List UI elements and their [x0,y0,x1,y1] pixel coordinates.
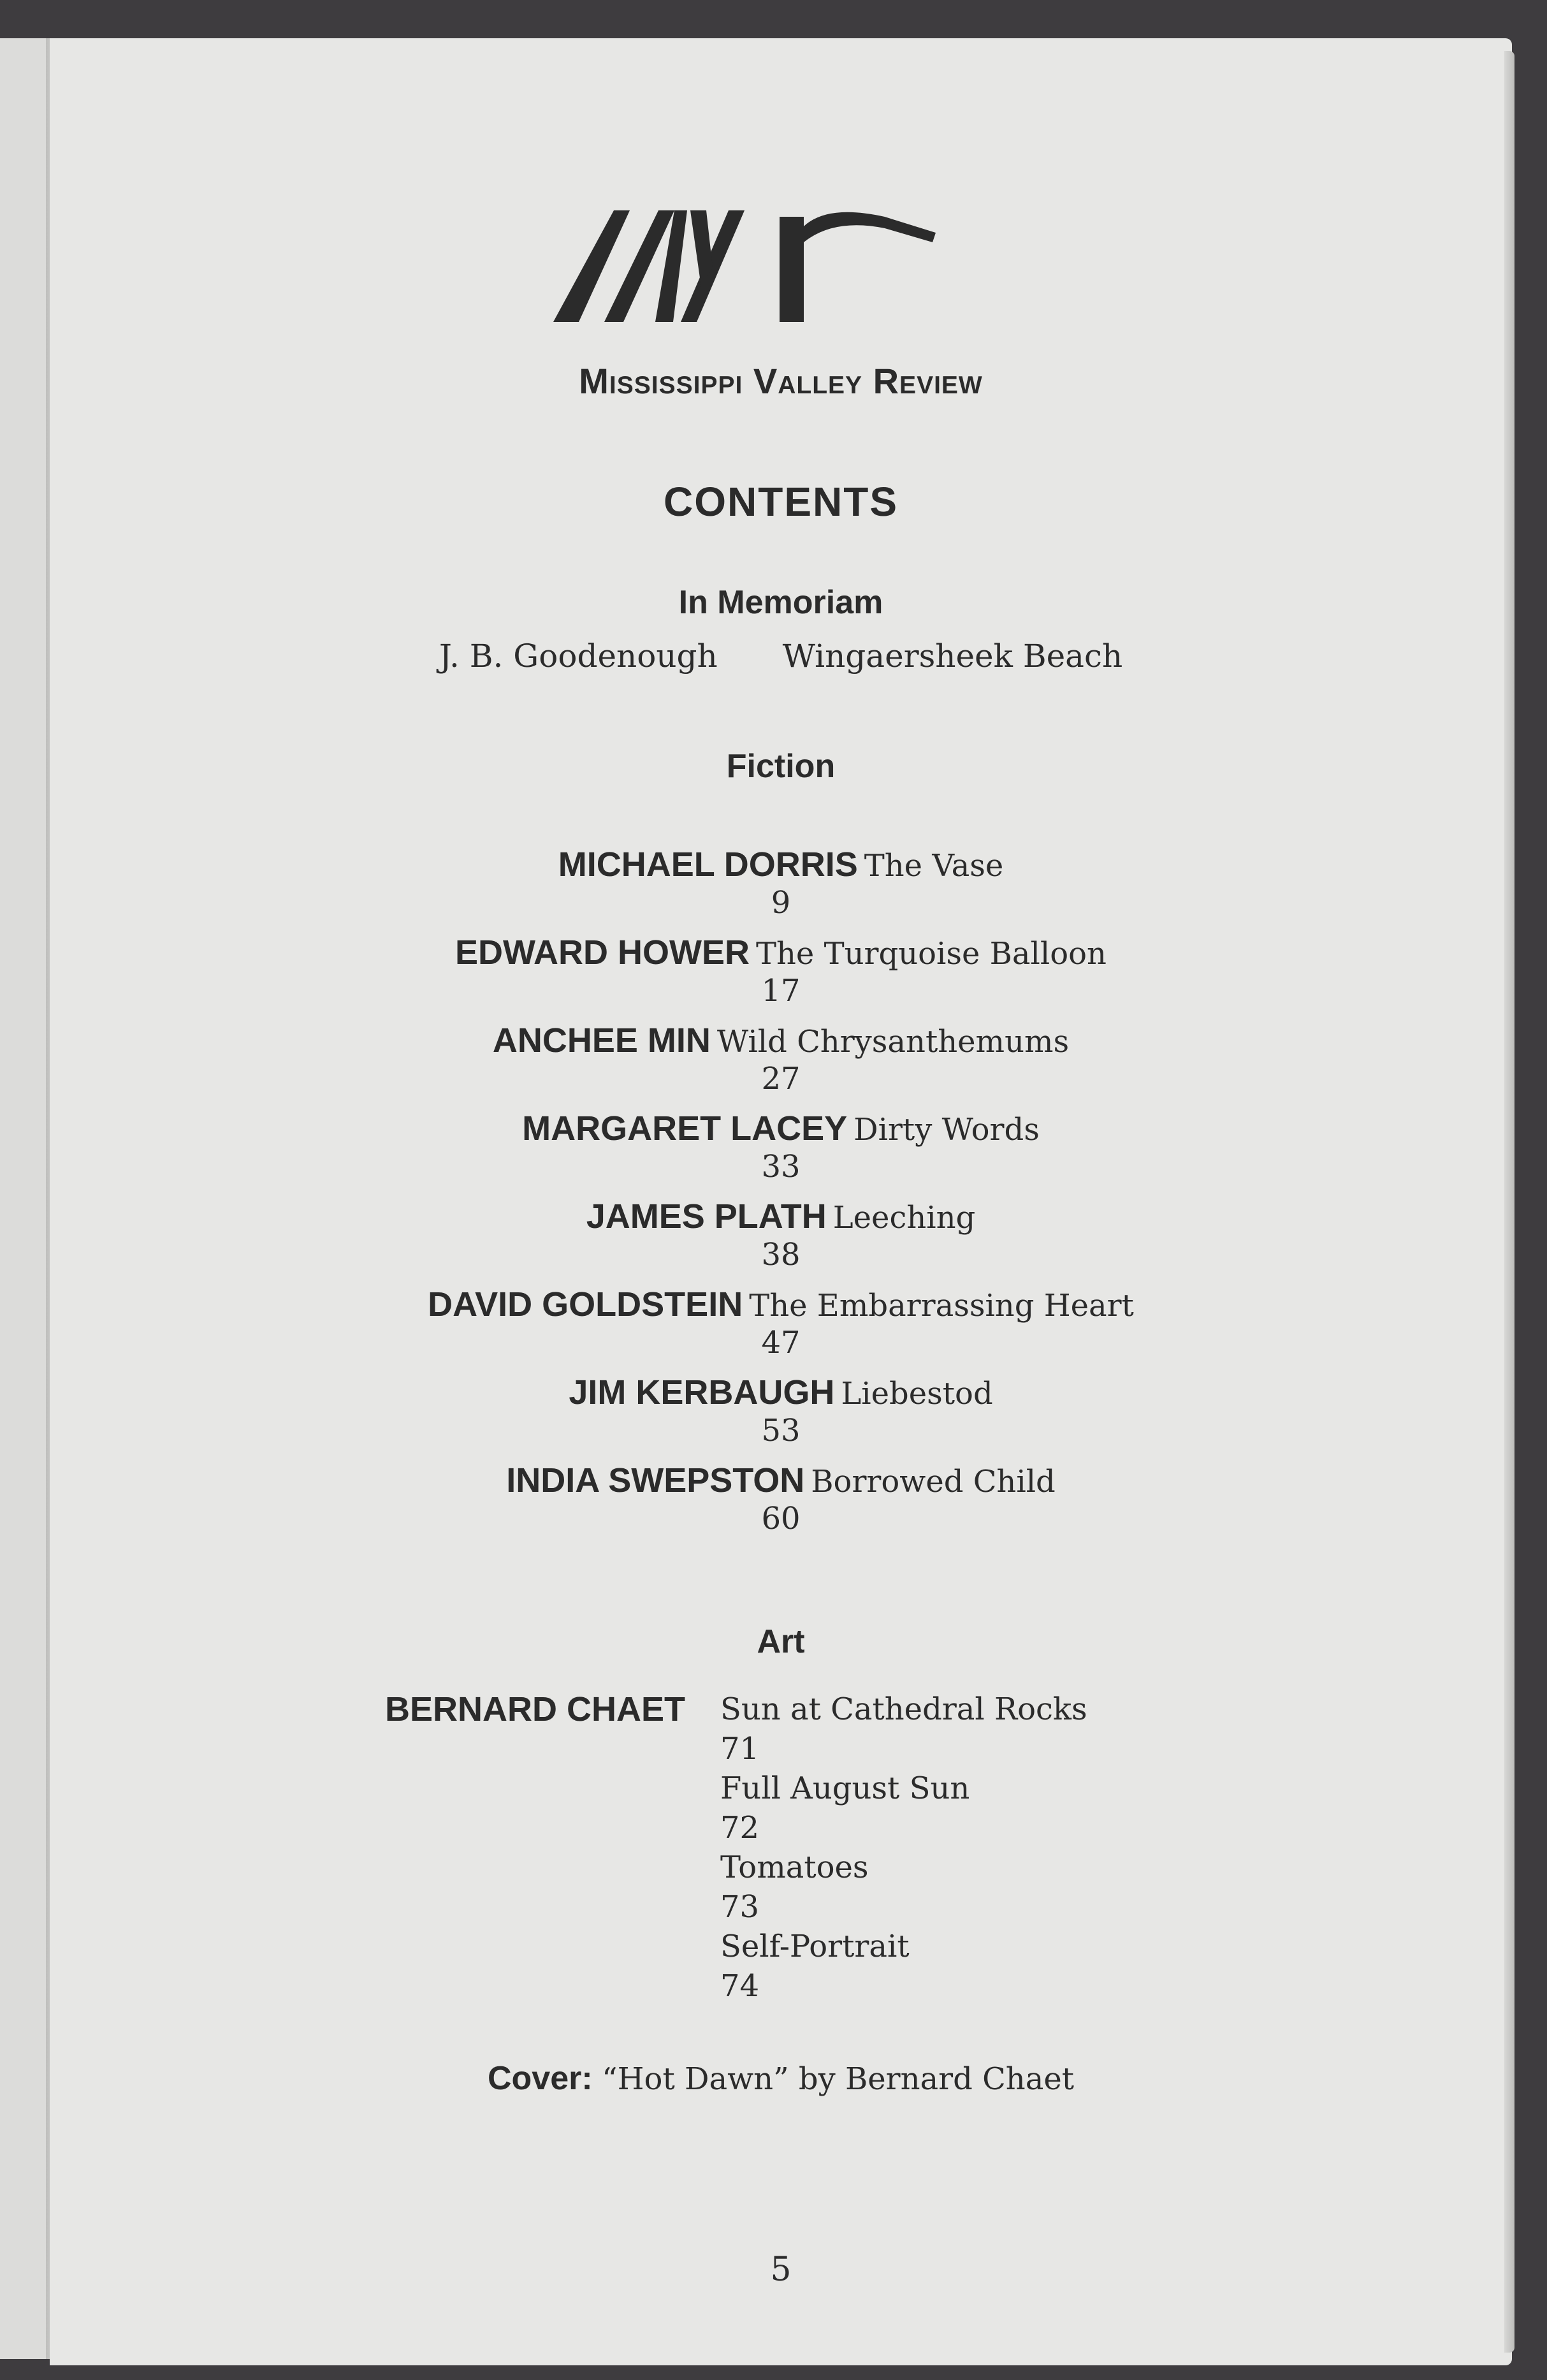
entry-title: The Turquoise Balloon [756,936,1107,972]
contents-title: CONTENTS [664,479,898,525]
art-work-title: Self-Portrait [720,1929,910,1964]
entry-title: Dirty Words [853,1112,1040,1148]
entry-page: 27 [761,1061,801,1097]
page-number: 5 [770,2251,792,2289]
art-works-list [720,1690,1087,2006]
art-author: BERNARD CHAET [385,1690,685,1728]
entry-title: Liebestod [841,1376,993,1412]
entry-author: INDIA SWEPSTON [506,1461,805,1500]
entry-author: DAVID GOLDSTEIN [428,1285,743,1324]
fiction-entry [50,1109,1512,1148]
entry-author: MARGARET LACEY [522,1109,848,1148]
entry-author: MICHAEL DORRIS [558,845,858,884]
memoriam-author: J. B. Goodenough [439,638,718,675]
art-work-title: Sun at Cathedral Rocks [720,1691,1087,1727]
page-edge [1504,51,1514,2353]
entry-title: The Vase [864,848,1004,884]
fiction-entry [50,845,1512,884]
art-work-page: 74 [720,1968,760,2004]
entry-author: ANCHEE MIN [492,1021,711,1060]
fiction-entry [50,1461,1512,1500]
fiction-entry [50,1373,1512,1412]
entry-page: 47 [761,1325,801,1361]
entry-page: 60 [761,1501,801,1537]
fiction-entry [50,933,1512,972]
left-page-edge [0,38,50,2359]
mvr-logo [553,198,936,325]
entry-page: 33 [761,1149,801,1185]
memoriam-entry [50,638,1512,675]
entry-title: Wild Chrysanthemums [716,1024,1070,1060]
fiction-entry [50,1021,1512,1060]
art-work-title: Full August Sun [720,1770,970,1806]
fiction-entry [50,1197,1512,1236]
cover-text: “Hot Dawn” by Bernard Chaet [602,2061,1075,2097]
entry-title: Leeching [832,1200,976,1236]
fiction-heading: Fiction [726,748,836,785]
cover-label: Cover: [487,2060,593,2097]
art-work-page: 73 [720,1889,760,1925]
art-work-page: 71 [720,1731,760,1767]
entry-page: 53 [761,1413,801,1449]
art-work-page: 72 [720,1810,760,1846]
entry-page: 9 [771,885,791,921]
memoriam-heading: In Memoriam [678,584,883,621]
fiction-entry [50,1285,1512,1324]
entry-title: The Embarrassing Heart [749,1288,1134,1324]
entry-author: EDWARD HOWER [455,933,750,972]
art-heading: Art [757,1623,805,1660]
entry-author: JAMES PLATH [586,1197,827,1236]
entry-page: 17 [761,973,801,1009]
cover-credit [50,2059,1512,2098]
memoriam-title: Wingaersheek Beach [782,638,1123,675]
journal-name: Mississippi Valley Review [579,361,983,401]
art-work-title: Tomatoes [720,1850,869,1885]
page [50,38,1512,2365]
entry-title: Borrowed Child [811,1464,1056,1500]
entry-page: 38 [761,1237,801,1273]
entry-author: JIM KERBAUGH [569,1373,835,1412]
